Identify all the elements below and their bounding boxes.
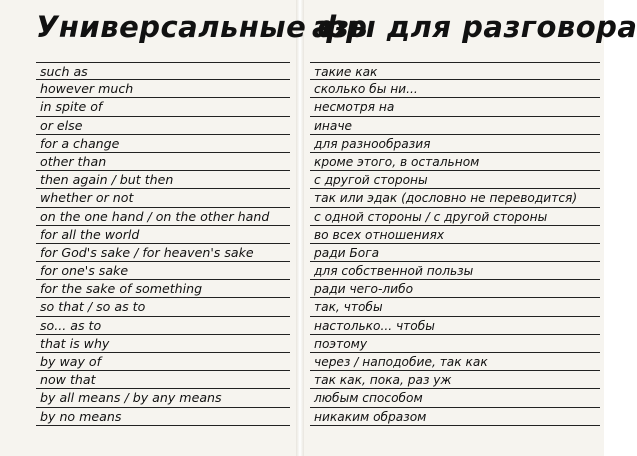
english-phrase: whether or not bbox=[36, 189, 290, 207]
russian-translation: никаким образом bbox=[310, 408, 600, 426]
russian-translation: такие как bbox=[310, 62, 600, 80]
russian-translation-list bbox=[310, 62, 600, 426]
english-phrase: other than bbox=[36, 153, 290, 171]
english-phrase: in spite of bbox=[36, 98, 290, 116]
english-phrase: then again / but then bbox=[36, 171, 290, 189]
russian-translation: во всех отношениях bbox=[310, 226, 600, 244]
russian-translation: настолько... чтобы bbox=[310, 317, 600, 335]
russian-translation: так, чтобы bbox=[310, 298, 600, 316]
english-phrase: now that bbox=[36, 371, 290, 389]
russian-translation: ради Бога bbox=[310, 244, 600, 262]
english-phrase: for one's sake bbox=[36, 262, 290, 280]
russian-translation: кроме этого, в остальном bbox=[310, 153, 600, 171]
english-phrase: for all the world bbox=[36, 226, 290, 244]
russian-translation: сколько бы ни... bbox=[310, 80, 600, 98]
russian-translation: любым способом bbox=[310, 389, 600, 407]
english-phrase: or else bbox=[36, 117, 290, 135]
russian-translation: через / наподобие, так как bbox=[310, 353, 600, 371]
page-title-right: азы для разговора bbox=[312, 10, 637, 44]
english-phrase-list bbox=[36, 62, 290, 426]
russian-translation: ради чего-либо bbox=[310, 280, 600, 298]
english-phrase: that is why bbox=[36, 335, 290, 353]
russian-translation: так как, пока, раз уж bbox=[310, 371, 600, 389]
english-phrase: such as bbox=[36, 62, 290, 80]
english-phrase: by all means / by any means bbox=[36, 389, 290, 407]
russian-translation: несмотря на bbox=[310, 98, 600, 116]
english-phrase: for God's sake / for heaven's sake bbox=[36, 244, 290, 262]
russian-translation: с одной стороны / с другой стороны bbox=[310, 208, 600, 226]
english-phrase: for a change bbox=[36, 135, 290, 153]
russian-translation: поэтому bbox=[310, 335, 600, 353]
english-phrase: by way of bbox=[36, 353, 290, 371]
russian-translation: для собственной пользы bbox=[310, 262, 600, 280]
russian-translation: для разнообразия bbox=[310, 135, 600, 153]
russian-translation: так или эдак (дословно не переводится) bbox=[310, 189, 600, 207]
book-gutter bbox=[296, 0, 304, 456]
english-phrase: so... as to bbox=[36, 317, 290, 335]
english-phrase: for the sake of something bbox=[36, 280, 290, 298]
english-phrase: so that / so as to bbox=[36, 298, 290, 316]
russian-translation: с другой стороны bbox=[310, 171, 600, 189]
english-phrase: on the one hand / on the other hand bbox=[36, 208, 290, 226]
russian-translation: иначе bbox=[310, 117, 600, 135]
page-title-left: Универсальные фр bbox=[36, 10, 368, 44]
english-phrase: however much bbox=[36, 80, 290, 98]
english-phrase: by no means bbox=[36, 408, 290, 426]
